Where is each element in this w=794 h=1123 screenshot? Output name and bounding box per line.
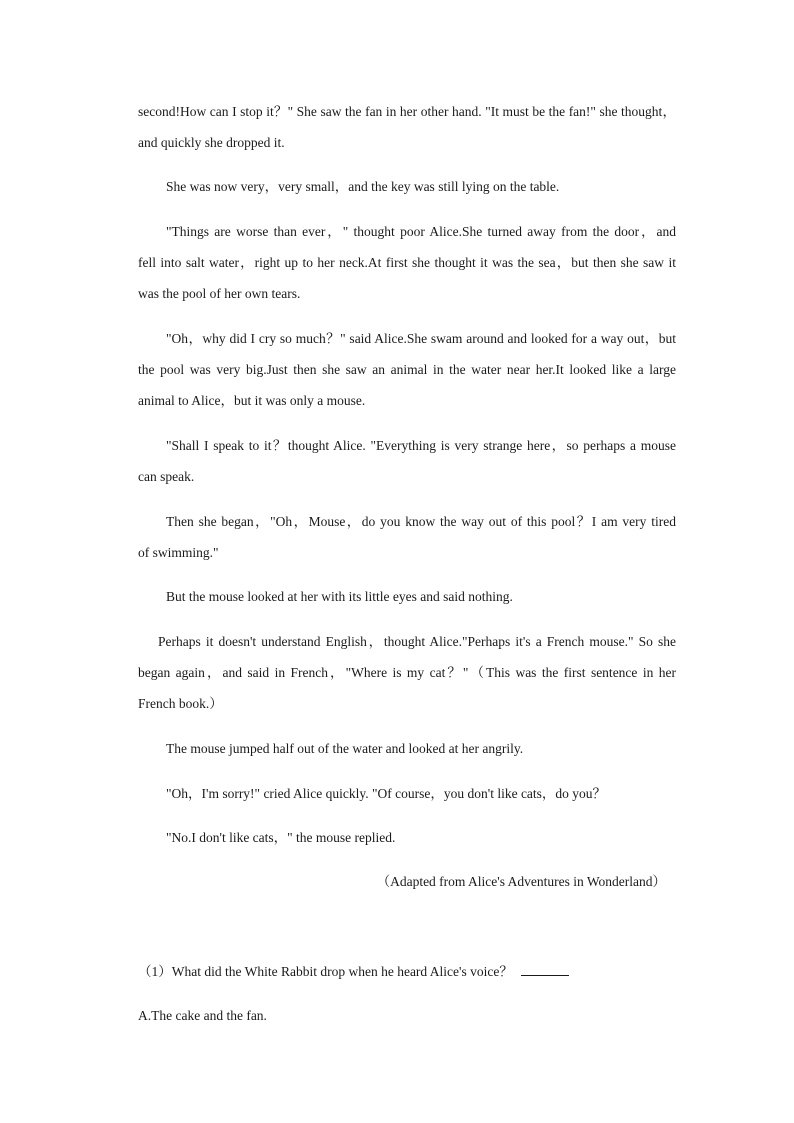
passage-line: fell into salt water，right up to her neck.At first she thought it was the sea，but then she saw it (138, 255, 676, 270)
answer-blank[interactable] (521, 963, 569, 976)
passage-line: "Shall I speak to it？thought Alice. "Everything is very strange here，so perhaps a mouse (166, 438, 676, 453)
passage-line: was the pool of her own tears. (138, 286, 301, 301)
passage-line: Perhaps it doesn't understand English，thought Alice."Perhaps it's a French mouse." So she (158, 634, 676, 649)
question-1 (138, 963, 676, 980)
passage-line: of swimming." (138, 545, 219, 560)
passage-line: "No.I don't like cats，" the mouse replied. (166, 830, 396, 845)
option-a: A.The cake and the fan. (138, 1008, 267, 1023)
passage-line: "Things are worse than ever，" thought poor Alice.She turned away from the door，and (166, 224, 676, 239)
passage-line: began again，and said in French，"Where is my cat？"（This was the first sentence in her (138, 665, 676, 680)
passage-line: "Oh，why did I cry so much？" said Alice.She swam around and looked for a way out，but (166, 331, 676, 346)
passage-line: the pool was very big.Just then she saw an animal in the water near her.It looked like a large (138, 362, 676, 377)
passage-line: and quickly she dropped it. (138, 135, 285, 150)
passage-line: French book.） (138, 696, 223, 711)
passage-line: But the mouse looked at her with its little eyes and said nothing. (166, 589, 513, 604)
passage-line: She was now very，very small，and the key was still lying on the table. (166, 179, 560, 194)
source-citation: （Adapted from Alice's Adventures in Wonderland） (376, 874, 666, 889)
passage-line: Then she began，"Oh，Mouse，do you know the way out of this pool？I am very tired (166, 514, 676, 529)
question-stem: （1）What did the White Rabbit drop when he heard Alice's voice？ (138, 964, 513, 979)
passage-line: "Oh，I'm sorry!" cried Alice quickly. "Of course，you don't like cats，do you？ (166, 786, 607, 801)
passage-line: can speak. (138, 469, 195, 484)
passage-line: animal to Alice，but it was only a mouse. (138, 393, 366, 408)
passage-line: The mouse jumped half out of the water and looked at her angrily. (166, 741, 524, 756)
passage-line: second!How can I stop it？" She saw the fan in her other hand. "It must be the fan!" she thought， (138, 104, 676, 119)
